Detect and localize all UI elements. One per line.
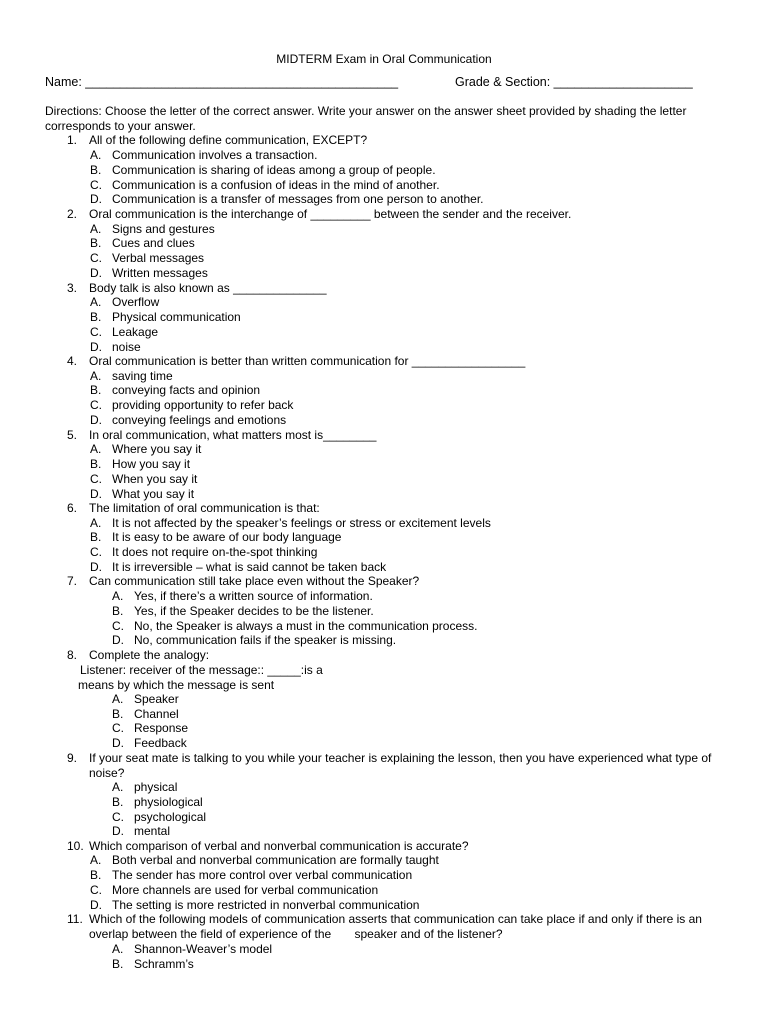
question-6: 6. The limitation of oral communication is that:: [67, 501, 320, 515]
question-7: 7. Can communication still take place even without the Speaker?: [67, 574, 420, 588]
option: D. It is irreversible – what is said cannot be taken back: [90, 560, 387, 574]
grade-section-field-label: Grade & Section: ____________________: [455, 75, 693, 89]
option: C. Verbal messages: [90, 251, 205, 265]
option: B. physiological: [112, 795, 203, 809]
option: B. The sender has more control over verbal communication: [90, 868, 413, 882]
option: C. providing opportunity to refer back: [90, 398, 294, 412]
question-4: 4. Oral communication is better than written communication for _________________: [67, 354, 526, 368]
option: D. noise: [90, 340, 141, 354]
question-9: 9. If your seat mate is talking to you while your teacher is explaining the lesson, then you have experienced what type of noise?: [67, 751, 712, 780]
option: D. What you say it: [90, 487, 195, 501]
question-11: 11. Which of the following models of communication asserts that communication can take place if and only if there is an overlap between the field of experience of the speaker and of the listener?: [67, 912, 706, 941]
option: B. Cues and clues: [90, 236, 195, 250]
option: B. Communication is sharing of ideas among a group of people.: [90, 163, 436, 177]
option: D. The setting is more restricted in nonverbal communication: [90, 898, 420, 912]
option: B. Physical communication: [90, 310, 241, 324]
question-3: 3. Body talk is also known as ______________: [67, 281, 327, 295]
option: C. Communication is a confusion of ideas in the mind of another.: [90, 178, 440, 192]
option: D. conveying feelings and emotions: [90, 413, 287, 427]
option: A. saving time: [90, 369, 173, 383]
analogy-line: Listener: receiver of the message:: _____:is a: [80, 663, 323, 677]
analogy-line: means by which the message is sent: [78, 678, 275, 692]
option: C. psychological: [112, 810, 207, 824]
question-2: 2. Oral communication is the interchange of _________ between the sender and the receiver.: [67, 207, 572, 221]
question-8: 8. Complete the analogy:: [67, 648, 210, 662]
option: B. Channel: [112, 707, 179, 721]
option: A. Communication involves a transaction.: [90, 148, 318, 162]
option: A. physical: [112, 780, 178, 794]
option: D. Communication is a transfer of messages from one person to another.: [90, 192, 484, 206]
option: B. conveying facts and opinion: [90, 383, 261, 397]
question-5: 5. In oral communication, what matters most is________: [67, 428, 377, 442]
option: D. Written messages: [90, 266, 208, 280]
option: B. Schramm’s: [112, 957, 194, 971]
option: A. It is not affected by the speaker’s feelings or stress or excitement levels: [90, 516, 491, 530]
option: B. It is easy to be aware of our body language: [90, 530, 342, 544]
option: A. Where you say it: [90, 442, 202, 456]
option: D. No, communication fails if the speaker is missing.: [112, 633, 397, 647]
option: A. Yes, if there’s a written source of information.: [112, 589, 373, 603]
option: D. mental: [112, 824, 171, 838]
option: B. How you say it: [90, 457, 191, 471]
option: C. When you say it: [90, 472, 198, 486]
option: C. It does not require on-the-spot thinking: [90, 545, 318, 559]
option: C. More channels are used for verbal communication: [90, 883, 379, 897]
page-title: MIDTERM Exam in Oral Communication: [276, 52, 492, 66]
option: A. Overflow: [90, 295, 160, 309]
option: C. Leakage: [90, 325, 159, 339]
option: A. Both verbal and nonverbal communication are formally taught: [90, 853, 439, 867]
option: A. Signs and gestures: [90, 222, 215, 236]
directions: Directions: Choose the letter of the correct answer. Write your answer on the answer sheet provided by shading the letter corresponds to your answer.: [45, 104, 687, 133]
option: B. Yes, if the Speaker decides to be the listener.: [112, 604, 374, 618]
option: C. Response: [112, 721, 189, 735]
name-field-label: Name: _____________________________________________: [45, 75, 399, 89]
option: D. Feedback: [112, 736, 187, 750]
question-10: 10. Which comparison of verbal and nonverbal communication is accurate?: [67, 839, 469, 853]
question-1: 1. All of the following define communication, EXCEPT?: [67, 133, 368, 147]
option: C. No, the Speaker is always a must in the communication process.: [112, 619, 478, 633]
option: A. Speaker: [112, 692, 179, 706]
option: A. Shannon-Weaver’s model: [112, 942, 273, 956]
